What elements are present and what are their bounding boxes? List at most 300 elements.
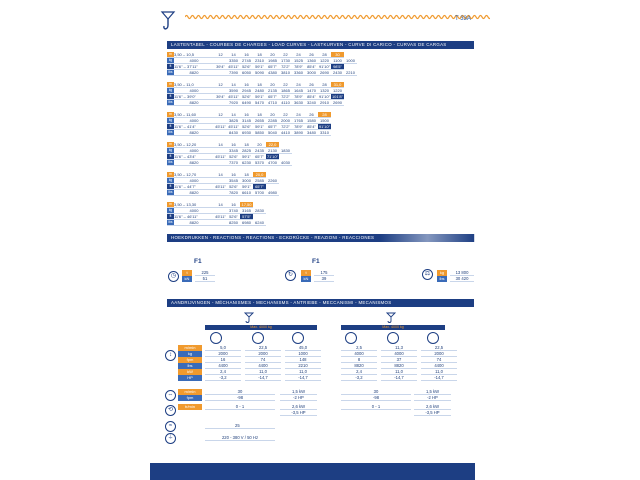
table-cell: 20 [266, 82, 279, 88]
weight-icon: ⚖ [422, 269, 433, 280]
table-cell: 8820 [174, 130, 214, 136]
unit-label: ft [167, 94, 174, 100]
table-cell: 2585 [253, 178, 266, 184]
table-cell: 3000 [305, 70, 318, 76]
table-row [167, 160, 292, 166]
reactions-title-bar: HOEKDRUKKEN - REACTIONS - REACTIONS - ECKDRÜCKE - REAZIONI - REACCIONES [167, 234, 474, 242]
table-cell: 26 [305, 52, 318, 58]
table-cell: 24 [292, 52, 305, 58]
table-cell: 3590 [227, 88, 240, 94]
table-cell: 3,50 – 11,60 [174, 112, 214, 118]
table-cell: 2945 [240, 88, 253, 94]
table-row [167, 130, 331, 136]
mech-cell: 11,0 [245, 369, 281, 375]
f1-label-b: F1 [312, 258, 320, 265]
load-table-6 [167, 202, 266, 226]
table-cell: 3545 [227, 178, 240, 184]
unit-label: m [167, 202, 174, 208]
mech-cell: 74 [245, 357, 281, 363]
unit-label: m [167, 112, 174, 118]
unit-label: kg [168, 58, 173, 63]
slew-kw-1: 2,6 kW [280, 404, 317, 410]
table-cell: 1500 [318, 118, 331, 124]
table-cell: 12 [214, 82, 227, 88]
table-cell: 52'6" [240, 64, 253, 70]
mech-row-label: kW [178, 369, 202, 375]
table-row [167, 190, 279, 196]
table-cell: 11'6" – 37'11" [174, 64, 214, 70]
mech-cell: 4000 [341, 351, 377, 357]
table-cell: 8430 [227, 130, 240, 136]
table-cell: 8250 [227, 220, 240, 226]
mech-cell: 37 [381, 357, 417, 363]
table-cell: 59'1" [253, 64, 266, 70]
table-cell: 3825 [227, 118, 240, 124]
table-cell: 1645 [292, 88, 305, 94]
table-cell: 71'10" [266, 154, 279, 160]
table-cell: 91'10" [318, 124, 331, 130]
f1b-t-value: 175 [314, 270, 334, 276]
table-cell: 91'10" [318, 64, 331, 70]
load-curves-title-bar: LASTENTABEL - COURBES DE CHARGES - LOAD CURVES - LASTKURVEN - CURVE DI CARICO - CURVAS DE CARGAS [167, 41, 474, 49]
table-cell: 2690 [318, 70, 331, 76]
mech-cell: 4400 [205, 363, 241, 369]
mech-cell: -14,7 [245, 375, 281, 381]
trolley-fpm-2: -98 [341, 395, 411, 401]
crane-hook-icon [160, 10, 176, 34]
mech-cell: 5,0 [205, 345, 241, 351]
table-cell: 16 [240, 112, 253, 118]
table-cell: 91'10" [318, 94, 331, 100]
f1-label-a: F1 [194, 258, 202, 265]
table-cell: 11'6" – 44'7" [174, 184, 214, 190]
table-cell: 45'11" [215, 214, 226, 220]
table-cell: 1000 [344, 58, 357, 64]
decorative-wave [185, 14, 490, 20]
kva-icon: ≈ [165, 421, 176, 432]
table-cell: 24 [292, 112, 305, 118]
table-row [167, 64, 357, 70]
table-cell: 45'11" [215, 184, 226, 190]
reactions-bar-fade [380, 234, 475, 242]
table-cell: 6930 [240, 130, 253, 136]
trolley-kw-2: 1,5 kW [414, 389, 451, 395]
table-cell: 18 [253, 112, 266, 118]
table-cell: 20,0 [253, 172, 266, 178]
table-cell: 5090 [253, 70, 266, 76]
table-cell: 14 [214, 202, 227, 208]
table-cell: 2435 [253, 148, 266, 154]
table-cell: 28 [318, 82, 331, 88]
hoist-group1-header: Max. 4000 kg [205, 325, 317, 330]
table-cell: 3,50 – 12,20 [174, 142, 214, 148]
table-cell: 2655 [253, 118, 266, 124]
hoist-speed-icon-3 [292, 332, 304, 344]
table-cell: 59'1" [253, 124, 266, 130]
f1b-kn-value: 39 [314, 276, 334, 282]
hoist-speed-icon-5 [387, 332, 399, 344]
table-cell: 65'7" [266, 64, 279, 70]
slew-hp-2: -3,5 HP [414, 410, 451, 416]
kva-value: 25 [205, 423, 275, 429]
table-cell: 5370 [253, 160, 266, 166]
table-cell: 11'6" – 41'4" [174, 124, 214, 130]
mech-cell: -3,2 [205, 375, 241, 381]
slew-val-2: 0 - 1 [341, 404, 411, 410]
mech-row-label: kg [178, 351, 202, 357]
table-cell: 12 [214, 112, 227, 118]
table-cell: 52'6" [240, 94, 253, 100]
table-cell: 11'6" – 43'4" [174, 154, 214, 160]
model-label: T 33A [455, 16, 471, 22]
table-cell [214, 160, 227, 166]
table-cell: 2285 [266, 118, 279, 124]
table-cell: 18 [240, 142, 253, 148]
table-cell: 7390 [227, 70, 240, 76]
table-cell: 18 [240, 172, 253, 178]
table-cell: 2825 [240, 148, 253, 154]
table-cell: 65'7" [266, 94, 279, 100]
unit-label: kg [168, 88, 173, 93]
table-cell: 65'7" [266, 124, 279, 130]
table-cell: 22 [279, 112, 292, 118]
table-cell: 8820 [174, 220, 214, 226]
table-cell [214, 70, 227, 76]
table-cell: 3145 [240, 118, 253, 124]
table-cell: 3,50 – 10,5 [174, 52, 214, 58]
table-cell: 7820 [227, 190, 240, 196]
mech-cell: 148 [285, 357, 321, 363]
table-cell: 8820 [174, 190, 214, 196]
table-cell: 1580 [305, 118, 318, 124]
table-cell: 6610 [240, 190, 253, 196]
table-cell: 52'6" [227, 154, 240, 160]
unit-label: lbs [168, 130, 173, 135]
table-cell [214, 130, 227, 136]
table-cell: 16 [240, 52, 253, 58]
table-cell: 14 [214, 142, 227, 148]
f1a-t-label: t [182, 270, 192, 276]
table-cell: 6980 [240, 220, 253, 226]
mech-cell: -14,7 [421, 375, 457, 381]
unit-label: ft [167, 214, 174, 220]
hoist-hook-icon-b [386, 312, 396, 324]
trolley-fpm-1: -98 [205, 395, 275, 401]
table-cell: 2745 [240, 58, 253, 64]
unit-label: kg [168, 118, 173, 123]
table-cell: 5040 [266, 130, 279, 136]
unit-label: ft [167, 64, 174, 70]
table-cell: 4980 [266, 190, 279, 196]
table-cell: 1220 [318, 58, 331, 64]
table-cell: 26 [305, 82, 318, 88]
mech-cell: -3,2 [341, 375, 377, 381]
unit-label: kg [168, 208, 173, 213]
table-cell: 85'4" [305, 64, 318, 70]
mech-cell: 8820 [381, 363, 417, 369]
load-reaction-icon-b: ↻ [285, 270, 296, 281]
slew-val-1: 0 - 1 [205, 404, 275, 410]
table-cell: 45'11" [228, 94, 239, 100]
table-cell: 2135 [266, 88, 279, 94]
hoist-icon: ↕ [165, 350, 176, 361]
table-cell: 4000 [174, 208, 214, 214]
table-cell [214, 190, 227, 196]
mech-cell: 8 [341, 357, 377, 363]
table-cell: 65'7" [253, 184, 266, 190]
table-cell: 1830 [279, 148, 292, 154]
mech-row-label: fpm [178, 357, 202, 363]
slew-hp-1: -3,5 HP [280, 410, 317, 416]
table-cell: 78'9" [292, 64, 305, 70]
trolley-speed-1: 30 [205, 389, 275, 395]
table-cell: 45'11" [228, 124, 239, 130]
f1a-kn-value: 51 [195, 276, 215, 282]
unit-label: lbs [168, 100, 173, 105]
table-cell: 72'2" [279, 94, 292, 100]
table-row [167, 154, 292, 160]
table-cell: 5700 [253, 190, 266, 196]
table-cell: 85'4" [305, 124, 318, 130]
hoist-hook-icon-a [244, 312, 254, 324]
table-cell: 6050 [240, 70, 253, 76]
table-cell: 8820 [174, 160, 214, 166]
table-row [167, 70, 357, 76]
table-cell: 57'5" [240, 214, 253, 220]
unit-label: ft [167, 124, 174, 130]
trolley-speed-label: m/min [178, 389, 202, 395]
mech-cell: 2210 [285, 363, 321, 369]
table-cell: 85'4" [305, 94, 318, 100]
voltage-value: 220 - 380 V / 50 Hz [205, 435, 275, 441]
table-cell: 22 [279, 82, 292, 88]
trolley-hp-2: -2 HP [414, 395, 451, 401]
mech-cell: 11,0 [285, 369, 321, 375]
table-cell: 6490 [240, 100, 253, 106]
table-cell: 5470 [253, 100, 266, 106]
trolley-fpm-label: fpm [178, 395, 202, 401]
table-cell: 1470 [305, 88, 318, 94]
table-cell: 3,50 – 11,0 [174, 82, 214, 88]
table-cell: 14 [227, 112, 240, 118]
table-cell: 3890 [292, 130, 305, 136]
unit-label: lbs [168, 70, 173, 75]
mech-cell: 2,5 [341, 345, 377, 351]
mech-cell: 11,0 [421, 369, 457, 375]
mech-cell: 4400 [421, 363, 457, 369]
hoist-group2-header: Max. 4000 kg [341, 325, 445, 330]
mech-cell: 45,0 [285, 345, 321, 351]
table-cell: 5850 [253, 130, 266, 136]
mech-cell: 22,5 [245, 345, 281, 351]
table-cell: 52'6" [240, 124, 253, 130]
mech-cell: 2000 [205, 351, 241, 357]
table-cell: 3000 [240, 178, 253, 184]
unit-label: lbs [168, 220, 173, 225]
table-cell: 4030 [279, 160, 292, 166]
load-table-2 [167, 82, 344, 106]
load-reaction-icon-a: ◷ [168, 271, 179, 282]
table-cell: 14 [227, 52, 240, 58]
footer-bar [150, 463, 475, 480]
table-cell: 2260 [266, 178, 279, 184]
table-cell: 3240 [305, 100, 318, 106]
table-cell: 2910 [318, 100, 331, 106]
hoist-speed-icon-6 [427, 332, 439, 344]
table-cell: 59'1" [240, 184, 253, 190]
table-cell: 3310 [318, 130, 331, 136]
table-cell: 22 [279, 52, 292, 58]
load-table-5 [167, 172, 279, 196]
table-cell: 3810 [279, 70, 292, 76]
table-cell: 18 [253, 52, 266, 58]
table-cell: 1220 [331, 88, 344, 94]
unit-label: m [167, 142, 174, 148]
unit-label: m [167, 172, 174, 178]
mech-cell: 2000 [421, 351, 457, 357]
table-cell: 4710 [266, 100, 279, 106]
load-tables [167, 52, 477, 232]
table-cell: 18 [253, 82, 266, 88]
table-cell: 24 [292, 82, 305, 88]
table-cell: 78'9" [292, 94, 305, 100]
table-row [167, 118, 331, 124]
table-cell: 16 [227, 142, 240, 148]
table-cell: 1985 [266, 58, 279, 64]
table-cell: 8820 [174, 100, 214, 106]
table-cell: 14 [214, 172, 227, 178]
trolley-speed-2: 30 [341, 389, 411, 395]
table-cell: 12 [214, 52, 227, 58]
mech-cell: 2,4 [205, 369, 241, 375]
table-cell: 30 [331, 52, 344, 58]
unit-label: m [167, 82, 174, 88]
table-cell: 78'9" [292, 124, 305, 130]
table-cell: 1730 [279, 58, 292, 64]
mech-cell: 8820 [341, 363, 377, 369]
mech-row-label: HP [178, 375, 202, 381]
hoist-speed-icon-1 [210, 332, 222, 344]
table-cell: 59'1" [253, 94, 266, 100]
table-cell [214, 100, 227, 106]
table-cell: 2310 [253, 58, 266, 64]
table-cell: 4410 [279, 130, 292, 136]
table-cell: 2430 [331, 70, 344, 76]
unit-label: lbs [168, 190, 173, 195]
table-cell: 3360 [292, 70, 305, 76]
unit-label: kg [168, 178, 173, 183]
table-cell: 1320 [318, 88, 331, 94]
table-cell: 4110 [279, 100, 292, 106]
table-cell: 59'1" [240, 154, 253, 160]
table-cell: 4380 [266, 70, 279, 76]
trolley-icon: ⇔ [165, 390, 176, 401]
table-cell: 45'11" [215, 124, 226, 130]
table-cell: 17,50 [241, 202, 252, 208]
table-cell: 6240 [253, 220, 266, 226]
hoist-mechanism-table [178, 345, 478, 383]
table-cell: 3630 [292, 100, 305, 106]
table-cell: 1100 [331, 58, 344, 64]
load-table-3 [167, 112, 331, 136]
table-cell: 20 [253, 142, 266, 148]
load-table-4 [167, 142, 292, 166]
mech-row-label: m/min [178, 345, 202, 351]
table-cell: 101'8" [331, 94, 344, 100]
table-cell: 1865 [279, 88, 292, 94]
slew-label: tr/min [178, 404, 202, 410]
table-cell: 14 [227, 82, 240, 88]
power-plug-icon: ⏚ [165, 433, 176, 444]
slew-kw-2: 2,6 kW [414, 404, 451, 410]
table-cell: 45'11" [215, 154, 226, 160]
table-row [167, 100, 344, 106]
table-cell: 26 [305, 112, 318, 118]
table-cell: 20 [266, 52, 279, 58]
table-cell: 31,0 [331, 82, 344, 88]
table-cell: 72'2" [279, 64, 292, 70]
table-cell: 3740 [227, 208, 240, 214]
table-cell: 39'4" [214, 94, 227, 100]
f1b-kn-label: kN [301, 276, 311, 282]
table-cell: 4000 [174, 148, 214, 154]
table-cell: 72'2" [279, 124, 292, 130]
trolley-kw-1: 1,5 kW [280, 389, 317, 395]
table-cell: 28 [318, 52, 331, 58]
f1b-t-label: t [301, 270, 311, 276]
table-cell: 7370 [227, 160, 240, 166]
table-cell: 3345 [227, 148, 240, 154]
mechanisms-title-bar: AANDRIJVINGEN - MÉCHANISMES - MECHANISMS - ANTRIEBE - MECCANISMI - MECANISMOS [167, 299, 474, 307]
table-cell: 2690 [331, 100, 344, 106]
mech-cell: -14,7 [381, 375, 417, 381]
total-lbs-value: 30 420 [450, 276, 474, 282]
f1a-t-value: 225 [195, 270, 215, 276]
table-cell: 4000 [174, 88, 214, 94]
table-cell: 2480 [253, 88, 266, 94]
trolley-hp-1: -2 HP [280, 395, 317, 401]
table-cell: 2130 [266, 148, 279, 154]
table-cell: 2000 [279, 118, 292, 124]
mech-cell: 22,5 [421, 345, 457, 351]
table-cell: 8820 [174, 70, 214, 76]
table-cell: 4000 [174, 178, 214, 184]
table-cell: 1525 [292, 58, 305, 64]
unit-label: kg [168, 148, 173, 153]
table-cell: 2830 [253, 208, 266, 214]
mech-cell: 2,4 [341, 369, 377, 375]
table-cell: 7920 [227, 100, 240, 106]
unit-label: ft [167, 184, 174, 190]
total-kg-value: 13 800 [450, 270, 474, 276]
mech-cell: 4400 [245, 363, 281, 369]
table-cell [214, 220, 227, 226]
table-row [167, 58, 357, 64]
table-cell: 52'6" [227, 184, 240, 190]
mech-cell: 2000 [245, 351, 281, 357]
table-cell: 3480 [305, 130, 318, 136]
table-cell: 1360 [305, 58, 318, 64]
mech-row-label: lbs [178, 363, 202, 369]
table-cell: 98'5" [331, 64, 344, 70]
table-cell: 11'6" – 46'11" [174, 214, 214, 220]
table-cell: 3165 [240, 208, 253, 214]
table-cell: 4700 [266, 160, 279, 166]
table-cell: 3,50 – 13,30 [174, 202, 214, 208]
table-cell: 45'11" [228, 64, 239, 70]
table-cell: 39'4" [214, 64, 227, 70]
total-lbs-label: lbs [437, 276, 447, 282]
